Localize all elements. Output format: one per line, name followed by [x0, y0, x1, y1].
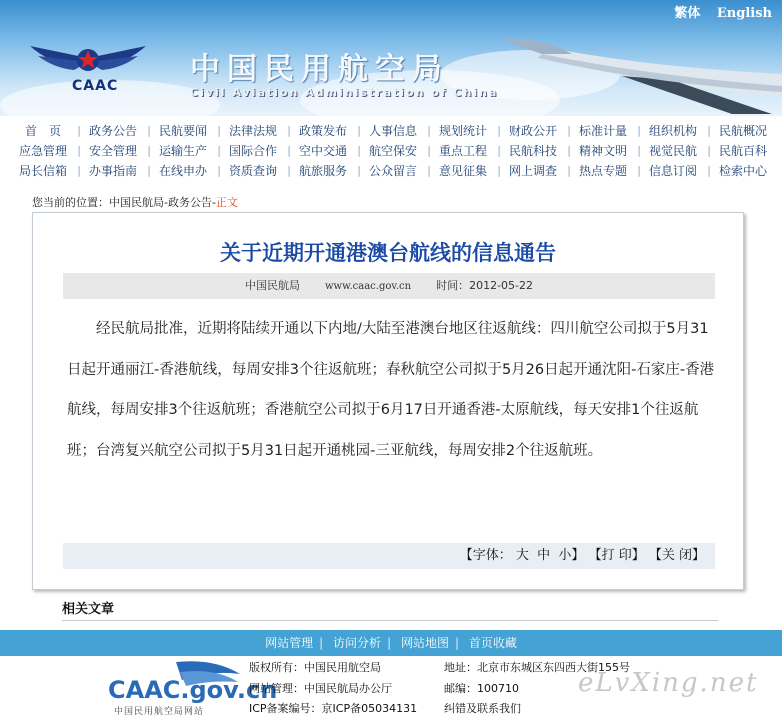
- nav-item-visual[interactable]: 视觉民航 |: [638, 141, 708, 161]
- breadcrumb-separator: -: [164, 196, 168, 209]
- nav-item-search-center[interactable]: 检索中心: [718, 164, 767, 178]
- site-subtitle: Civil Aviation Administration of China: [190, 86, 499, 99]
- nav-item-director-mailbox[interactable]: 局长信箱 |: [8, 161, 78, 181]
- nav-item-organization[interactable]: 组织机构 |: [638, 121, 708, 141]
- nav-item-emergency[interactable]: 应急管理 |: [8, 141, 78, 161]
- nav-item-international[interactable]: 国际合作 |: [218, 141, 288, 161]
- breadcrumb-home-link[interactable]: 中国民航局: [109, 196, 164, 209]
- nav-item-laws[interactable]: 法律法规 |: [218, 121, 288, 141]
- breadcrumb-separator: -: [211, 196, 216, 209]
- lang-english-link[interactable]: English: [716, 6, 772, 21]
- watermark: eLvXing.net: [578, 668, 759, 698]
- nav-item-qualification-query[interactable]: 资质查询 |: [218, 161, 288, 181]
- divider: |: [319, 636, 324, 650]
- nav-item-travel-service[interactable]: 航旅服务 |: [288, 161, 358, 181]
- font-small-button[interactable]: 小: [558, 548, 572, 563]
- footer-postcode: 邮编：100710: [444, 682, 519, 695]
- logo-text: CAAC: [72, 78, 119, 94]
- nav-item-security[interactable]: 航空保安 |: [358, 141, 428, 161]
- nav-item-home[interactable]: 首 页 |: [8, 121, 78, 141]
- article-title: 关于近期开通港澳台航线的信息通告: [220, 241, 556, 265]
- footer-link-site-admin[interactable]: 网站管理: [265, 636, 314, 650]
- nav-item-news[interactable]: 民航要闻 |: [148, 121, 218, 141]
- font-large-button[interactable]: 大: [515, 548, 529, 563]
- article-time-label: 时间：: [436, 279, 470, 292]
- nav-row: [0, 161, 782, 181]
- lang-traditional-link[interactable]: 繁体: [674, 6, 701, 21]
- nav-item-subscription[interactable]: 信息订阅 |: [638, 161, 708, 181]
- main-navigation: [0, 121, 782, 183]
- footer-link-bookmark[interactable]: 首页收藏: [468, 636, 517, 650]
- nav-item-public-message[interactable]: 公众留言 |: [358, 161, 428, 181]
- nav-row: [0, 121, 782, 141]
- airplane-illustration: [502, 36, 782, 116]
- footer-link-sitemap[interactable]: 网站地图: [400, 636, 449, 650]
- print-button[interactable]: 【打 印】: [588, 548, 645, 563]
- article-meta-bar: [63, 273, 715, 299]
- nav-item-safety[interactable]: 安全管理 |: [78, 141, 148, 161]
- breadcrumb-current: 正文: [215, 196, 238, 209]
- footer-logo-text: CAAC.gov.cn: [108, 676, 278, 704]
- divider: |: [454, 636, 459, 650]
- divider: [62, 620, 718, 621]
- footer-manager: 网站管理：中国民航局办公厅: [249, 682, 392, 695]
- nav-item-air-traffic[interactable]: 空中交通 |: [288, 141, 358, 161]
- nav-item-announcements[interactable]: 政务公告 |: [78, 121, 148, 141]
- header-banner: [0, 0, 782, 116]
- font-size-bracket: 】: [571, 548, 585, 563]
- nav-item-survey[interactable]: 网上调查 |: [498, 161, 568, 181]
- footer-icp[interactable]: ICP备案编号：京ICP备05034131: [249, 702, 418, 715]
- nav-item-statistics[interactable]: 规划统计 |: [428, 121, 498, 141]
- nav-item-projects[interactable]: 重点工程 |: [428, 141, 498, 161]
- nav-item-encyclopedia[interactable]: 民航百科: [718, 144, 767, 158]
- footer-address: 地址：北京市东城区东四西大街155号: [444, 661, 630, 674]
- nav-item-hot-topics[interactable]: 热点专题 |: [568, 161, 638, 181]
- nav-item-service-guide[interactable]: 办事指南 |: [78, 161, 148, 181]
- article-body: 经民航局批准，近期将陆续开通以下内地/大陆至港澳台地区往返航线：四川航空公司拟于5月31日起开通丽江-香港航线，每周安排3个往返航班；春秋航空公司拟于5月26日起开通沈阳-石家庄-香港航线，每周安排3个往返航班；香港航空公司拟于6月17日开通香港-太原航线，每天安排1个往返航班；台湾复兴航空公司拟于5月31日起开通桃园-三亚航线，每周安排2个往返航班。: [67, 321, 715, 459]
- nav-item-civilization[interactable]: 精神文明 |: [568, 141, 638, 161]
- font-medium-button[interactable]: 中: [537, 548, 551, 563]
- footer-copyright: 版权所有：中国民用航空局: [249, 661, 381, 674]
- nav-item-transport[interactable]: 运输生产 |: [148, 141, 218, 161]
- font-size-label: 【字体：: [459, 548, 512, 563]
- related-articles-heading: 相关文章: [62, 602, 115, 617]
- breadcrumb-prefix: 您当前的位置：: [32, 196, 109, 209]
- site-title: 中国民用航空局: [190, 52, 449, 87]
- nav-item-opinion[interactable]: 意见征集 |: [428, 161, 498, 181]
- footer-link-bar: [0, 630, 782, 656]
- nav-item-technology[interactable]: 民航科技 |: [498, 141, 568, 161]
- article-url: www.caac.gov.cn: [324, 281, 412, 292]
- article-source: 中国民航局: [244, 279, 300, 292]
- breadcrumb: [32, 194, 238, 210]
- article-time-value: 2012-05-22: [469, 279, 534, 292]
- nav-item-online-application[interactable]: 在线申办 |: [148, 161, 218, 181]
- footer-logo-caption: 中国民用航空局网站: [114, 707, 205, 717]
- close-button[interactable]: 【关 闭】: [648, 548, 705, 563]
- nav-item-overview[interactable]: 民航概况: [718, 124, 767, 138]
- nav-item-personnel[interactable]: 人事信息 |: [358, 121, 428, 141]
- divider: |: [387, 636, 392, 650]
- nav-item-finance[interactable]: 财政公开 |: [498, 121, 568, 141]
- article-container: [32, 212, 744, 590]
- footer-link-analytics[interactable]: 访问分析: [333, 636, 382, 650]
- nav-item-policy[interactable]: 政策发布 |: [288, 121, 358, 141]
- article-tool-bar: [63, 543, 715, 569]
- breadcrumb-section-link[interactable]: 政务公告: [167, 196, 212, 209]
- nav-row: [0, 141, 782, 161]
- language-switcher: [662, 2, 772, 21]
- nav-item-standards[interactable]: 标准计量 |: [568, 121, 638, 141]
- footer-contact-link[interactable]: 纠错及联系我们: [444, 702, 521, 715]
